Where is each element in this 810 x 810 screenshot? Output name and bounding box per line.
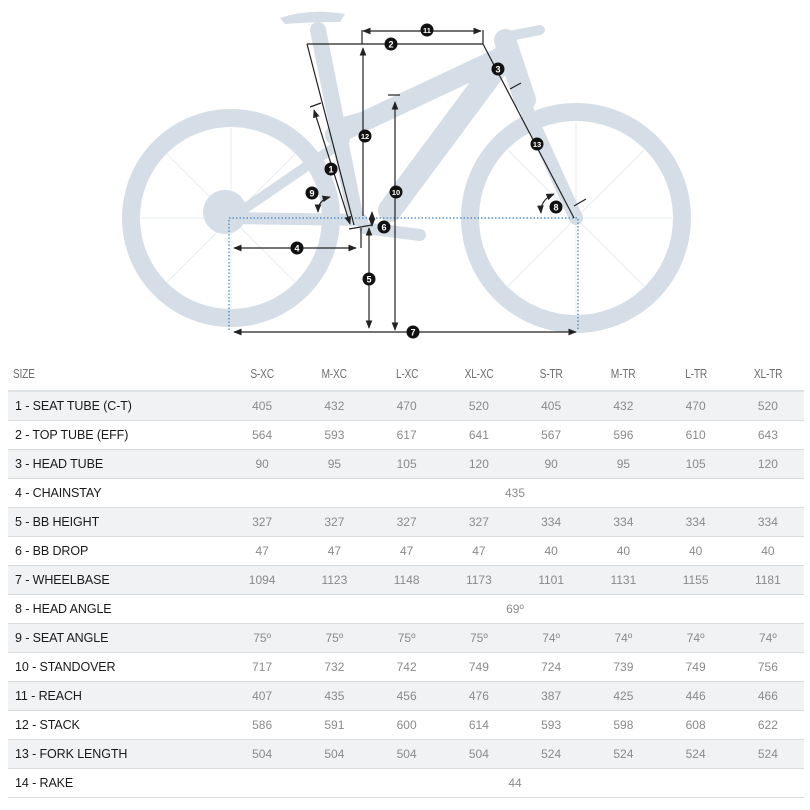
- cell-value: 327: [226, 507, 298, 536]
- cell-value: 724: [515, 652, 587, 681]
- cell-value: 74º: [660, 623, 732, 652]
- cell-value: 641: [443, 420, 515, 449]
- cell-value: 610: [660, 420, 732, 449]
- row-label: 10 - STANDOVER: [8, 652, 226, 681]
- cell-value-all-sizes: 69º: [226, 594, 804, 623]
- marker-13: [531, 138, 544, 151]
- cell-value: 591: [298, 710, 370, 739]
- cell-value: 74º: [732, 623, 804, 652]
- marker-5: [363, 273, 376, 286]
- cell-value: 334: [732, 507, 804, 536]
- table-row-head-tube: [8, 449, 804, 478]
- cell-value: 456: [371, 681, 443, 710]
- cell-value: 435: [298, 681, 370, 710]
- svg-text:7: 7: [410, 327, 416, 338]
- cell-value: 608: [660, 710, 732, 739]
- header-size-l-xc: L-XC: [377, 358, 436, 391]
- row-label: 8 - HEAD ANGLE: [8, 594, 226, 623]
- cell-value: 40: [660, 536, 732, 565]
- cell-value: 47: [298, 536, 370, 565]
- cell-value: 387: [515, 681, 587, 710]
- header-size-m-xc: M-XC: [305, 358, 364, 391]
- cell-value: 739: [587, 652, 659, 681]
- svg-text:9: 9: [309, 188, 315, 199]
- marker-4: [291, 242, 304, 255]
- cell-value: 1148: [371, 565, 443, 594]
- table-row-seat-tube: [8, 391, 804, 420]
- cell-value: 600: [371, 710, 443, 739]
- row-label: 12 - STACK: [8, 710, 226, 739]
- cell-value: 1181: [732, 565, 804, 594]
- svg-text:5: 5: [366, 274, 372, 285]
- cell-value-all-sizes: 435: [226, 478, 804, 507]
- cell-value: 74º: [515, 623, 587, 652]
- cell-value: 95: [587, 449, 659, 478]
- cell-value: 564: [226, 420, 298, 449]
- cell-value: 524: [587, 739, 659, 768]
- row-label: 13 - FORK LENGTH: [8, 739, 226, 768]
- cell-value: 334: [515, 507, 587, 536]
- cell-value: 504: [226, 739, 298, 768]
- cell-value: 596: [587, 420, 659, 449]
- table-row-wheelbase: [8, 565, 804, 594]
- cell-value: 95: [298, 449, 370, 478]
- cell-value: 105: [371, 449, 443, 478]
- cell-value: 1131: [587, 565, 659, 594]
- cell-value: 40: [515, 536, 587, 565]
- row-label: 3 - HEAD TUBE: [8, 449, 226, 478]
- cell-value: 504: [298, 739, 370, 768]
- header-size-s-xc: S-XC: [233, 358, 292, 391]
- cell-value: 586: [226, 710, 298, 739]
- marker-8: [550, 201, 563, 214]
- cell-value: 405: [515, 391, 587, 420]
- row-label: 14 - RAKE: [8, 768, 226, 797]
- cell-value: 74º: [587, 623, 659, 652]
- cell-value: 334: [660, 507, 732, 536]
- header-size-l-tr: L-TR: [666, 358, 725, 391]
- cell-value: 425: [587, 681, 659, 710]
- table-row-head-angle: [8, 594, 804, 623]
- cell-value: 470: [660, 391, 732, 420]
- cell-value: 90: [515, 449, 587, 478]
- cell-value: 327: [371, 507, 443, 536]
- svg-text:1: 1: [328, 164, 334, 175]
- cell-value: 598: [587, 710, 659, 739]
- cell-value: 432: [298, 391, 370, 420]
- header-size: SIZE: [8, 358, 187, 391]
- cell-value: 567: [515, 420, 587, 449]
- cell-value: 120: [443, 449, 515, 478]
- marker-9: [306, 187, 319, 200]
- cell-value: 334: [587, 507, 659, 536]
- svg-text:13: 13: [532, 140, 542, 149]
- table-row-bb-drop: [8, 536, 804, 565]
- row-label: 9 - SEAT ANGLE: [8, 623, 226, 652]
- cell-value: 470: [371, 391, 443, 420]
- row-label: 5 - BB HEIGHT: [8, 507, 226, 536]
- cell-value: 105: [660, 449, 732, 478]
- table-header-row: [8, 358, 804, 391]
- row-label: 1 - SEAT TUBE (C-T): [8, 391, 226, 420]
- table-row-chainstay: [8, 478, 804, 507]
- marker-12: [359, 130, 372, 143]
- crank-arm: [365, 228, 420, 235]
- marker-10: [390, 186, 403, 199]
- cell-value: 466: [732, 681, 804, 710]
- saddle: [280, 12, 345, 24]
- cell-value: 732: [298, 652, 370, 681]
- header-size-xl-xc: XL-XC: [449, 358, 508, 391]
- bike-silhouette: [131, 12, 682, 324]
- cell-value: 749: [660, 652, 732, 681]
- cell-value: 432: [587, 391, 659, 420]
- cell-value: 327: [443, 507, 515, 536]
- table-row-stack: [8, 710, 804, 739]
- cell-value: 756: [732, 652, 804, 681]
- marker-2: [385, 38, 398, 51]
- cell-value: 1101: [515, 565, 587, 594]
- cell-value: 524: [732, 739, 804, 768]
- cassette: [203, 190, 247, 234]
- cell-value: 643: [732, 420, 804, 449]
- table-row-reach: [8, 681, 804, 710]
- cell-value: 593: [515, 710, 587, 739]
- cell-value: 1173: [443, 565, 515, 594]
- cell-value: 47: [443, 536, 515, 565]
- cell-value: 90: [226, 449, 298, 478]
- cell-value: 40: [587, 536, 659, 565]
- cell-value: 742: [371, 652, 443, 681]
- cell-value: 75º: [371, 623, 443, 652]
- cell-value: 593: [298, 420, 370, 449]
- marker-6: [378, 221, 391, 234]
- header-size-m-tr: M-TR: [594, 358, 653, 391]
- cell-value: 75º: [226, 623, 298, 652]
- cell-value: 327: [298, 507, 370, 536]
- table-row-fork-length: [8, 739, 804, 768]
- row-label: 7 - WHEELBASE: [8, 565, 226, 594]
- cell-value: 75º: [443, 623, 515, 652]
- marker-1: [325, 163, 338, 176]
- cell-value: 717: [226, 652, 298, 681]
- cell-value: 47: [371, 536, 443, 565]
- row-label: 6 - BB DROP: [8, 536, 226, 565]
- shock: [340, 110, 395, 125]
- cell-value: 1094: [226, 565, 298, 594]
- table-row-seat-angle: [8, 623, 804, 652]
- cell-value: 47: [226, 536, 298, 565]
- marker-7: [407, 326, 420, 339]
- svg-text:10: 10: [391, 188, 401, 197]
- marker-11: [421, 24, 434, 37]
- svg-text:2: 2: [388, 39, 394, 50]
- row-label: 11 - REACH: [8, 681, 226, 710]
- cell-value: 40: [732, 536, 804, 565]
- cell-value: 749: [443, 652, 515, 681]
- cell-value: 75º: [298, 623, 370, 652]
- cell-value: 1123: [298, 565, 370, 594]
- svg-text:8: 8: [553, 202, 559, 213]
- cell-value: 520: [443, 391, 515, 420]
- cell-value-all-sizes: 44: [226, 768, 804, 797]
- cell-value: 524: [515, 739, 587, 768]
- svg-text:6: 6: [381, 222, 387, 233]
- header-size-s-tr: S-TR: [522, 358, 581, 391]
- table-row-top-tube: [8, 420, 804, 449]
- svg-text:11: 11: [423, 26, 431, 35]
- table-row-standover: [8, 652, 804, 681]
- cell-value: 405: [226, 391, 298, 420]
- row-label: 4 - CHAINSTAY: [8, 478, 226, 507]
- bike-geometry-diagram: [0, 0, 810, 350]
- row-label: 2 - TOP TUBE (EFF): [8, 420, 226, 449]
- svg-text:12: 12: [360, 132, 370, 141]
- cell-value: 476: [443, 681, 515, 710]
- cell-value: 617: [371, 420, 443, 449]
- svg-text:3: 3: [495, 64, 501, 75]
- cell-value: 520: [732, 391, 804, 420]
- header-size-xl-tr: XL-TR: [738, 358, 797, 391]
- cell-value: 524: [660, 739, 732, 768]
- cell-value: 120: [732, 449, 804, 478]
- geometry-table: [8, 358, 804, 798]
- cell-value: 446: [660, 681, 732, 710]
- cell-value: 504: [371, 739, 443, 768]
- svg-text:4: 4: [294, 243, 300, 254]
- table-row-bb-height: [8, 507, 804, 536]
- marker-3: [492, 63, 505, 76]
- cell-value: 614: [443, 710, 515, 739]
- table-row-rake: [8, 768, 804, 797]
- cell-value: 622: [732, 710, 804, 739]
- cell-value: 1155: [660, 565, 732, 594]
- cell-value: 504: [443, 739, 515, 768]
- cell-value: 407: [226, 681, 298, 710]
